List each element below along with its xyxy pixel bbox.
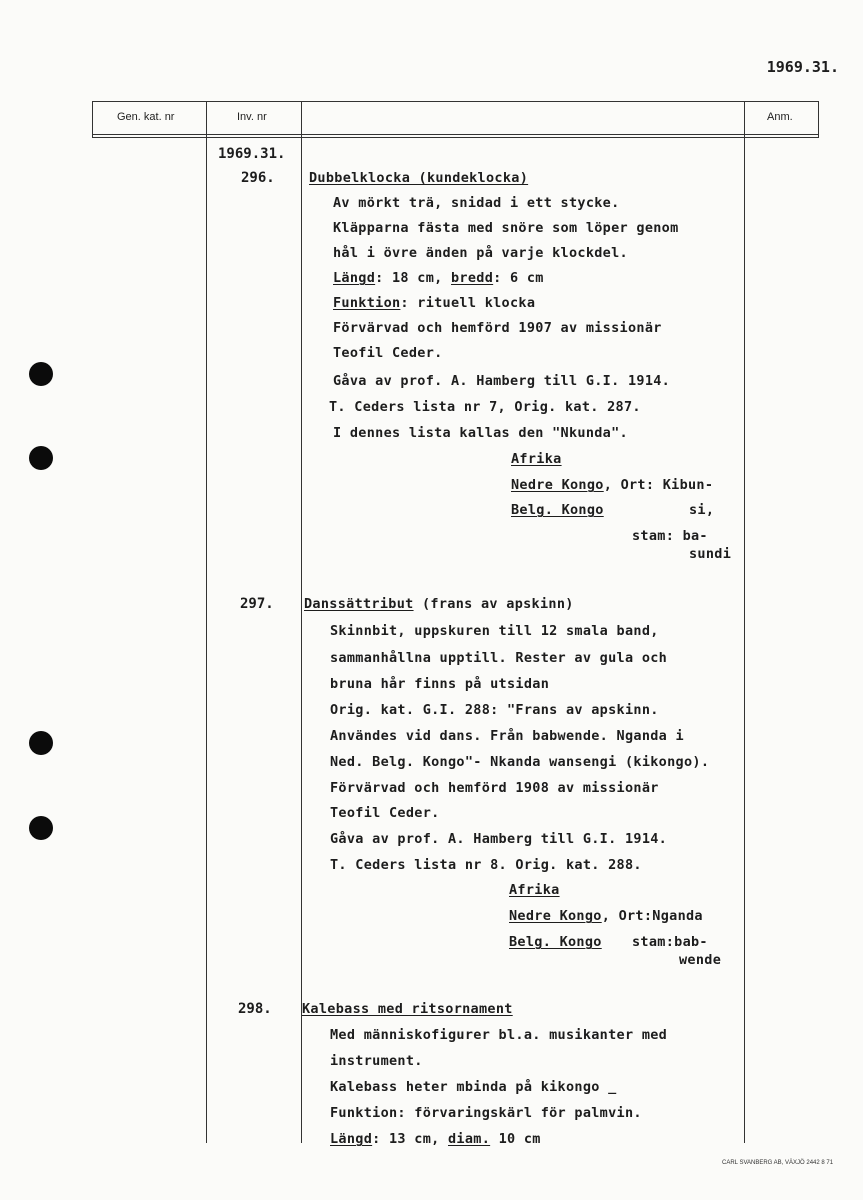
table-header-rule xyxy=(92,134,819,135)
acquisition-line: Förvärvad och hemförd 1908 av missionär xyxy=(330,780,659,796)
tribe-line: wende xyxy=(679,952,722,968)
table-header-rule xyxy=(92,137,819,138)
country: Nedre Kongo xyxy=(509,908,602,924)
column-rule xyxy=(92,101,93,137)
length-label: Längd xyxy=(333,270,376,286)
colony: Belg. Kongo xyxy=(511,502,604,518)
function-line: Funktion: förvaringskärl för palmvin. xyxy=(330,1105,642,1121)
description-line: instrument. xyxy=(330,1053,423,1069)
acquisition-line: Teofil Ceder. xyxy=(330,805,440,821)
entry-title: Kalebass med ritsornament xyxy=(302,1001,513,1017)
description-line: Av mörkt trä, snidad i ett stycke. xyxy=(333,195,620,211)
entry-title: Danssättribut xyxy=(304,596,414,612)
region: Afrika xyxy=(509,882,560,898)
place: , Ort:Nganda xyxy=(601,908,703,924)
punch-hole xyxy=(29,362,53,386)
column-rule xyxy=(744,101,745,1143)
function-value: : rituell klocka xyxy=(400,295,536,311)
function-label: Funktion xyxy=(333,295,401,311)
acquisition-line: Förvärvad och hemförd 1907 av missionär xyxy=(333,320,662,336)
inventory-number: 297. xyxy=(240,596,274,612)
printer-imprint: CARL SVANBERG AB, VÄXJÖ 2442 8 71 xyxy=(722,1160,834,1166)
country-line xyxy=(511,477,713,493)
length-value: : 18 cm, xyxy=(375,270,443,286)
list-name-line: I dennes lista kallas den "Nkunda". xyxy=(333,425,628,441)
header-inv-nr: Inv. nr xyxy=(237,111,267,123)
gift-line: Gåva av prof. A. Hamberg till G.I. 1914. xyxy=(333,373,671,389)
tribe-line: stam: ba- xyxy=(632,528,708,544)
width-label: bredd xyxy=(451,270,494,286)
entry-title: Dubbelklocka (kundeklocka) xyxy=(309,170,529,186)
dimensions-line xyxy=(333,270,544,286)
place-continued: si, xyxy=(689,502,715,518)
description-line: hål i övre änden på varje klockdel. xyxy=(333,245,628,261)
punch-hole xyxy=(29,816,53,840)
description-line: Med människofigurer bl.a. musikanter med xyxy=(330,1027,668,1043)
description-line: Ned. Belg. Kongo"- Nkanda wansengi (kikongo). xyxy=(330,754,710,770)
tribe-line: sundi xyxy=(689,546,732,562)
header-gen-kat-nr: Gen. kat. nr xyxy=(117,111,175,123)
description-line: bruna hår finns på utsidan xyxy=(330,676,550,692)
header-anm: Anm. xyxy=(767,111,793,123)
diameter-value: 10 cm xyxy=(490,1131,541,1147)
colony: Belg. Kongo xyxy=(509,934,602,950)
punch-hole xyxy=(29,731,53,755)
punch-hole xyxy=(29,446,53,470)
column-rule xyxy=(818,101,819,137)
place: , Ort: Kibun- xyxy=(603,477,714,493)
gift-line: Gåva av prof. A. Hamberg till G.I. 1914. xyxy=(330,831,668,847)
inventory-number: 296. xyxy=(241,170,275,186)
description-line: sammanhållna upptill. Rester av gula och xyxy=(330,650,668,666)
column-rule xyxy=(206,101,207,1143)
width-value: : 6 cm xyxy=(493,270,544,286)
length-label: Längd xyxy=(330,1131,373,1147)
description-line: Orig. kat. G.I. 288: "Frans av apskinn. xyxy=(330,702,659,718)
corner-catalog-number: 1969.31. xyxy=(766,58,839,76)
entry-title-rest: (frans av apskinn) xyxy=(413,596,574,612)
acquisition-line: Teofil Ceder. xyxy=(333,345,443,361)
inventory-number: 298. xyxy=(238,1001,272,1017)
function-line xyxy=(333,295,535,311)
description-line: Kläpparna fästa med snöre som löper genom xyxy=(333,220,679,236)
length-value: : 13 cm, xyxy=(372,1131,440,1147)
description-line: Kalebass heter mbinda på kikongo _ xyxy=(330,1079,617,1095)
country: Nedre Kongo xyxy=(511,477,604,493)
country-line xyxy=(509,908,703,924)
tribe-line: stam:bab- xyxy=(632,934,708,950)
table-top-rule xyxy=(92,101,819,102)
entry-title-line xyxy=(304,596,574,612)
list-reference-line: T. Ceders lista nr 7, Orig. kat. 287. xyxy=(329,399,641,415)
description-line: Skinnbit, uppskuren till 12 smala band, xyxy=(330,623,659,639)
list-reference-line: T. Ceders lista nr 8. Orig. kat. 288. xyxy=(330,857,642,873)
dimensions-line xyxy=(330,1131,541,1147)
region: Afrika xyxy=(511,451,562,467)
diameter-label: diam. xyxy=(448,1131,491,1147)
description-line: Användes vid dans. Från babwende. Nganda i xyxy=(330,728,684,744)
column-rule xyxy=(301,101,302,1143)
accession-number: 1969.31. xyxy=(218,146,286,162)
